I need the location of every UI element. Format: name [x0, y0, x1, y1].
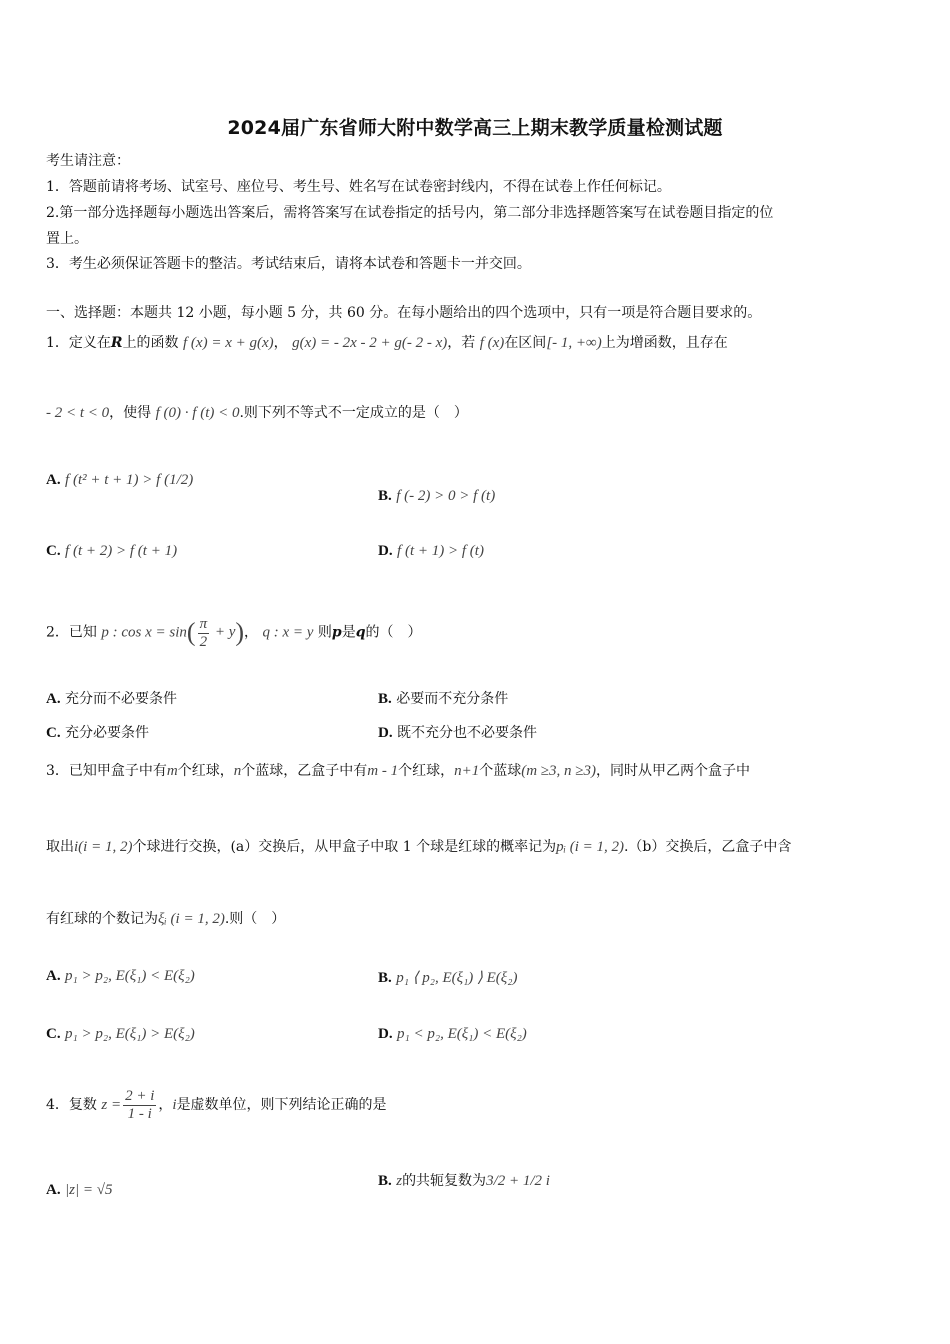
q4-text-3: 是虚数单位，则下列结论正确的是 — [176, 1097, 387, 1113]
q3-text-3: 个蓝球，乙盒子中有 — [241, 763, 368, 779]
q1-num: 1．定义在 — [46, 335, 111, 351]
question-2: 2．已知 p : cos x = sin( $\frac{\pi}{2}$ + y)， q : x = y 则p是q的（ ） — [46, 616, 422, 650]
q3-option-d-expr: p₁ < p₂, E(ξ₁) < E(ξ₂) — [397, 1026, 527, 1042]
q4-numerator: 2 + i — [125, 1088, 155, 1104]
question-4 — [46, 1088, 387, 1122]
q2-option-a-text: 充分而不必要条件 — [65, 691, 178, 707]
page-title: 2024届广东省师大附中数学高三上期末教学质量检测试题 — [227, 117, 723, 139]
q4-i: i — [172, 1097, 177, 1113]
q3-m: m — [166, 763, 178, 779]
q3-m-1: m - 1 — [367, 763, 399, 779]
q3-option-d[interactable] — [378, 1026, 527, 1043]
q1-fx-def: f (x) = x + g(x) — [183, 335, 274, 351]
q2-p: p — [331, 624, 342, 641]
q2-q: q — [355, 624, 366, 641]
notice-item-2-cont: 置上。 — [46, 231, 88, 247]
question-3-line-1 — [46, 760, 750, 780]
q1-option-a-expr: f (t² + t + 1) > f (1/2) — [65, 472, 194, 488]
section-heading: 一、选择题：本题共 12 小题，每小题 5 分，共 60 分。在每小题给出的四个选项中，只有一项是符合题目要求的。 — [46, 305, 762, 321]
option-label: B. — [378, 1173, 392, 1189]
q1-gx-def: g(x) = - 2x - 2 + g(- 2 - x) — [292, 335, 448, 351]
notice-heading: 考生请注意： — [46, 153, 130, 169]
q2-p-def: p : cos x = sin — [101, 624, 187, 641]
q1-option-c[interactable] — [46, 543, 177, 560]
q1-option-b[interactable] — [378, 488, 495, 505]
q4-option-b-z: z — [396, 1173, 403, 1189]
q2-text-1: 则 — [317, 624, 332, 641]
q1-fx: f (x) — [479, 335, 505, 351]
q1-option-c-expr: f (t + 2) > f (t + 1) — [65, 543, 178, 559]
q1-t-range: - 2 < t < 0 — [46, 405, 110, 421]
q2-text-2: 是 — [341, 624, 356, 641]
option-label: A. — [46, 1182, 61, 1198]
question-3-line-2 — [46, 836, 791, 856]
q1-option-b-expr: f (- 2) > 0 > f (t) — [396, 488, 496, 504]
q3-text-11: .则（ ） — [224, 911, 286, 927]
q4-z: z = — [101, 1097, 122, 1113]
option-label: B. — [378, 691, 392, 707]
option-label: D. — [378, 1026, 393, 1042]
q3-pi: pᵢ (i = 1, 2) — [556, 839, 624, 855]
q4-denominator: 1 - i — [127, 1105, 152, 1122]
q4-fraction — [123, 1088, 156, 1122]
notice-item-3: 3．考生必须保证答题卡的整洁。考试结束后，请将本试卷和答题卡一并交回。 — [46, 256, 531, 272]
q3-text-5: 个蓝球 — [479, 763, 522, 779]
q1-text: 上的函数 — [122, 335, 179, 351]
q1-text-4: 上为增函数，且存在 — [601, 335, 728, 351]
q2-option-a[interactable] — [46, 688, 177, 708]
notice-item-1: 1．答题前请将考场、试室号、座位号、考生号、姓名写在试卷密封线内，不得在试卷上作任何标记。 — [46, 179, 671, 195]
q3-text-1: 3．已知甲盒子中有 — [46, 763, 167, 779]
q3-option-a-expr: p₁ > p₂, E(ξ₁) < E(ξ₂) — [65, 968, 195, 984]
q1-option-d-expr: f (t + 1) > f (t) — [397, 543, 484, 559]
q3-text-9: .（b）交换后，乙盒子中含 — [623, 839, 792, 855]
option-label: C. — [46, 725, 61, 741]
q4-option-b[interactable] — [378, 1170, 550, 1190]
q2-option-c[interactable] — [46, 722, 149, 742]
option-label: B. — [378, 970, 392, 986]
notice-item-2: 2.第一部分选择题每小题选出答案后，需将答案写在试卷指定的括号内，第二部分非选择题答案写在试卷题目指定的位 — [46, 205, 774, 221]
q3-text-8: 个球进行交换，(a）交换后，从甲盒子中取 1 个球是红球的概率记为 — [132, 839, 557, 855]
q1-text-2: ，若 — [447, 335, 476, 351]
q4-text-1: 4．复数 — [46, 1097, 97, 1113]
q3-text-4: 个红球， — [398, 763, 455, 779]
q3-xi: ξᵢ (i = 1, 2) — [158, 911, 225, 927]
q3-text-7: 取出 — [46, 839, 74, 855]
q3-text-6: ，同时从甲乙两个盒子中 — [596, 763, 751, 779]
q1-text-6: .则下列不等式不一定成立的是（ ） — [239, 405, 468, 421]
q4-option-a[interactable] — [46, 1182, 113, 1199]
q4-text-2: ， — [158, 1097, 173, 1113]
q1-text-5: ，使得 — [109, 405, 152, 421]
q1-condition: f (0) · f (t) < 0 — [155, 405, 240, 421]
option-label: C. — [46, 543, 61, 559]
question-1-line-2 — [46, 402, 468, 422]
q3-condition: (m ≥3, n ≥3) — [521, 763, 597, 779]
q2-q-def: q : x = y — [262, 624, 314, 641]
q3-option-b[interactable] — [378, 968, 517, 987]
q2-option-b-text: 必要而不充分条件 — [396, 691, 509, 707]
q1-interval: [- 1, +∞) — [546, 335, 602, 351]
q4-option-b-expr: 3/2 + 1/2 i — [486, 1173, 550, 1189]
q3-option-a[interactable] — [46, 968, 195, 985]
option-label: D. — [378, 725, 393, 741]
q3-text-2: 个红球， — [177, 763, 234, 779]
q1-option-a[interactable] — [46, 472, 193, 489]
q3-text-10: 有红球的个数记为 — [46, 911, 158, 927]
option-label: A. — [46, 968, 61, 984]
q2-option-b[interactable] — [378, 688, 508, 708]
option-label: A. — [46, 472, 61, 488]
option-label: B. — [378, 488, 392, 504]
q4-option-b-text: 的共轭复数为 — [402, 1173, 487, 1189]
q1-text-3: 在区间 — [504, 335, 547, 351]
q2-option-d-text: 既不充分也不必要条件 — [397, 725, 538, 741]
question-3-line-3 — [46, 908, 285, 928]
q3-n+1: n+1 — [454, 763, 480, 779]
option-label: D. — [378, 543, 393, 559]
option-label: C. — [46, 1026, 61, 1042]
q2-option-c-text: 充分必要条件 — [65, 725, 150, 741]
q3-option-c-expr: p₁ > p₂, E(ξ₁) > E(ξ₂) — [65, 1026, 195, 1042]
q4-option-a-expr: |z| = √5 — [65, 1182, 113, 1198]
q1-R: R — [110, 335, 123, 351]
option-label: A. — [46, 691, 61, 707]
q3-i: i(i = 1, 2) — [74, 839, 133, 855]
q2-num: 2．已知 — [46, 624, 97, 641]
q3-option-b-expr: p₁ ⟨ p₂, E(ξ₁) ⟩ E(ξ₂) — [396, 970, 518, 986]
q1-option-d[interactable] — [378, 543, 484, 560]
q3-option-c[interactable] — [46, 1026, 195, 1043]
question-1-line-1: 1．定义在R上的函数 f (x) = x + g(x)， g(x) = - 2x - 2 + g(- 2 - x)，若 f (x)在区间[- 1, +∞)上为增函数，且存在 — [46, 335, 728, 351]
q2-option-d[interactable] — [378, 722, 537, 742]
q3-n: n — [233, 763, 242, 779]
q2-text-3: 的（ ） — [365, 624, 422, 641]
